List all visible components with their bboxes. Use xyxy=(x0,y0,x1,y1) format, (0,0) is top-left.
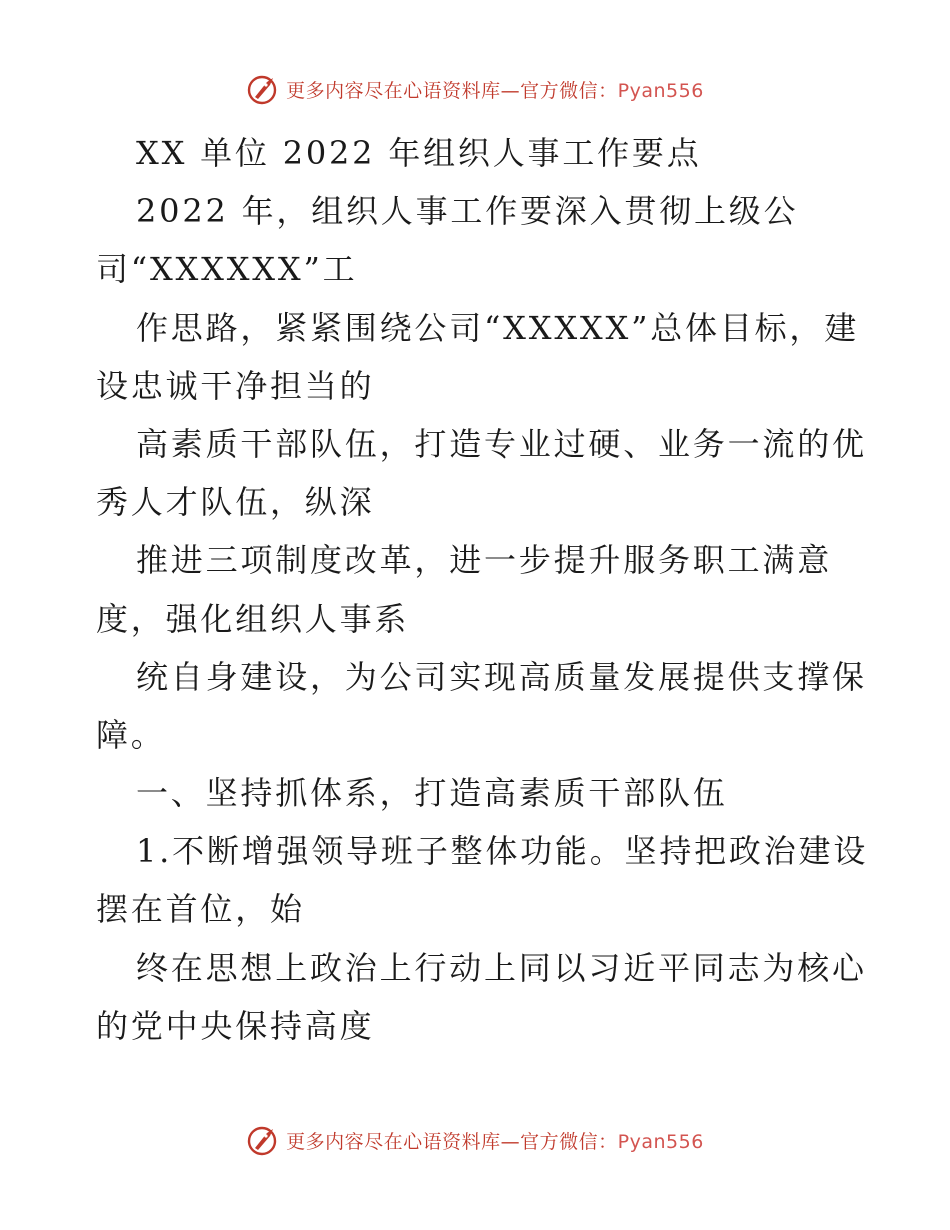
paragraph-line: 的党中央保持高度 xyxy=(96,1006,375,1045)
paragraph-line: 障。 xyxy=(96,715,166,754)
watermark-wechat-id: Pyan556 xyxy=(617,1130,704,1153)
pen-nib-circle-icon xyxy=(246,1123,280,1157)
paragraph-line: 秀人才队伍，纵深 xyxy=(96,483,375,522)
section-heading: 一、坚持抓体系，打造高素质干部队伍 xyxy=(136,774,728,813)
paragraph-line: 摆在首位，始 xyxy=(96,890,305,929)
pen-nib-circle-icon xyxy=(246,72,280,106)
paragraph-line: 统自身建设，为公司实现高质量发展提供支撑保 xyxy=(136,657,867,696)
paragraph-line: 推进三项制度改革，进一步提升服务职工满意 xyxy=(136,541,833,580)
footer-watermark xyxy=(0,1123,950,1157)
header-watermark xyxy=(0,72,950,106)
document-title: XX 单位 2022 年组织人事工作要点 xyxy=(136,134,702,172)
watermark-label: 更多内容尽在心语资料库—官方微信： xyxy=(286,79,618,102)
watermark-text xyxy=(286,76,704,103)
watermark-text xyxy=(286,1127,704,1154)
paragraph-line: 司“XXXXXX”工 xyxy=(96,250,358,289)
paragraph-line: 度，强化组织人事系 xyxy=(96,599,410,638)
paragraph-line: 1.不断增强领导班子整体功能。坚持把政治建设 xyxy=(136,832,869,871)
paragraph-line: 2022 年，组织人事工作要深入贯彻上级公 xyxy=(136,192,799,231)
paragraph-line: 高素质干部队伍，打造专业过硬、业务一流的优 xyxy=(136,424,867,463)
watermark-wechat-id: Pyan556 xyxy=(617,79,704,102)
document-body xyxy=(96,124,876,1055)
paragraph-line: 终在思想上政治上行动上同以习近平同志为核心 xyxy=(136,948,867,987)
paragraph-line: 作思路，紧紧围绕公司“XXXXX”总体目标，建 xyxy=(136,308,860,347)
paragraph-line: 设忠诚干净担当的 xyxy=(96,366,375,405)
watermark-label: 更多内容尽在心语资料库—官方微信： xyxy=(286,1130,618,1153)
